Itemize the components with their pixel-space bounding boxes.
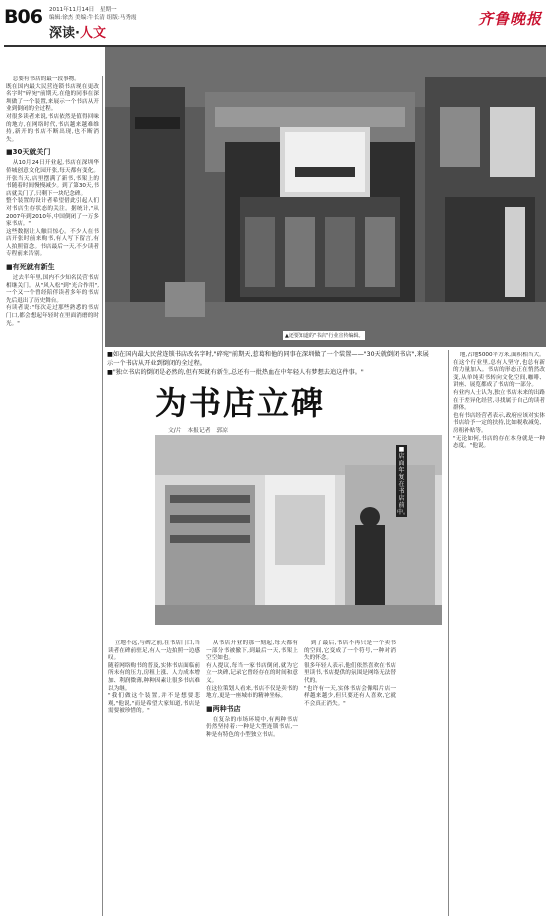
bookstore-storefront-photo [105, 47, 546, 347]
editor-credits: 编辑:徐杰 美编:牛长清 组版:马秀霞 [49, 15, 137, 21]
subheading-two-stores: ■两种书店 [206, 704, 241, 713]
column-divider [102, 76, 103, 916]
column-4 [304, 640, 396, 920]
subheading-rebirth: ■有死就有新生 [6, 263, 55, 272]
lead-caption: ■如在国内最大民营连锁书店改名字时,"碎宛"前期天,惹葛和他的同事在深圳做了一个装置——"30天就倒闭书店",来展示一个书店从开业到倒闭的全过程。 ■"独立书店的倒闭是必然的,但有死就有新生,总还有一批热血在中年轻人有梦想去追这件事。" [107, 351, 429, 376]
photo1-caption: ▲还要知道的"书店"行业宣传编辑。 [285, 333, 364, 339]
article-title: 为书店立碑 [155, 384, 326, 422]
byline: 文/片 本报记者 郭凉 [168, 428, 228, 434]
column-2 [108, 640, 200, 920]
page-number: B06 [4, 6, 42, 28]
body-paragraph: 在复杂的市场环境中,有两种书店仍然坚持着:一种是大型连锁书店,一种是有特色的小型独立书店。 [206, 716, 298, 738]
body-paragraph: 过去半年里,国内不少知名民营书店相继关门。从"风入松"到"光合作用",一个又一个曾经陪伴读者多年的书店先后退出了历史舞台。 有读者说:"每次走过那些熟悉的书店门口,都会想起年轻时在里面消磨的时光。" [6, 275, 99, 327]
body-paragraph: 地,占地5000平方米,面积相当大。 在这个行业里,总有人坚守,也总有新的力量加入。书店的形态正在悄然改变,从单纯卖书转向文化空间,咖啡、讲座、展览都成了书店的一部分。 有业内人士认为,独立书店未来的出路在于差异化经营,寻找属于自己的读者群体。 也有书店经营者表示,政府应该对实体书店给予一定的扶持,比如税收减免、房租补贴等。 "无论如何,书店的存在本身就是一种态度。"他说。 [453, 352, 545, 450]
body-paragraph: 到了最后,书店不再只是一个卖书的空间,它变成了一个符号,一种对消失的怀念。 很多年轻人表示,他们依然喜欢在书店里读书,书店提供的氛围是网络无法替代的。 "也许有一天,实体书店会像唱片店一样越来越少,但只要还有人喜欢,它就不会真正消失。" [304, 640, 396, 707]
storefront-illustration [105, 47, 546, 347]
section-title [49, 22, 106, 41]
intro-paragraph: 总要有书店的最一段事物。 既在国内最大民营连锁书店现在更改名字时"碎宛"前期天,在他的同事在深圳做了一个装置,来展示一个书店从开业到倒闭的全过程。 对很多读者来说,书店依然是值得回味的地方,在网络时代,书店越来越难维持,新开的书店不断出现,也不断消失。 [6, 76, 99, 143]
column-5 [453, 352, 545, 917]
section-prefix: 深读· [49, 26, 80, 41]
date-line [49, 6, 137, 22]
photo2-caption: ■ 店面年复在书店前中。 [397, 446, 410, 516]
masthead [0, 0, 550, 48]
subheading-30-days: ■30天就关门 [6, 148, 51, 157]
section-name: 人文 [79, 26, 106, 41]
column-1 [6, 76, 99, 916]
issue-date: 2011年11月14日 星期一 [49, 7, 117, 13]
column-divider [448, 350, 449, 916]
newspaper-logo: 齐鲁晚报 [477, 10, 542, 28]
body-paragraph: 从10月24日开业起,书店在深圳华侨城创意文化园开张,每天都有变化。开张当天,店里摆满了新书,书架上的书随着时间慢慢减少。到了第30天,书店就关门了,只剩下一块纪念碑。 整个装置的设计者希望借此引起人们对书店生存状态的关注。据统计,"从2007年到2010年,中国倒闭了一万多家书店。" 这些数据让人触目惊心。不少人在书店开张时前来购书,有人写下留言,有人拍照留念。书店最后一天,不少读者专程前来告别。 [6, 160, 99, 258]
body-paragraph: 从书店开业的那一刻起,每天都有一部分书被撤下,到最后一天,书架上空空如也。 有人提议,每当一家书店倒闭,就为它立一块碑,记录它曾经存在的时间和意义。 在这位策划人看来,书店不仅是卖书的地方,更是一座城市的精神坐标。 [206, 640, 298, 700]
body-paragraph: 立地不远,与碑之前,在书店门口,当读者在碑前驻足,有人一边拍照一边感叹。 随着网络购书的普及,实体书店面临前所未有的压力,房租上涨、人力成本增加、利润微薄,种种因素让很多书店难以为继。 "我们做这个装置,并不是想要悲观,"他说,"而是希望大家知道,书店是需要被珍惜的。" [108, 640, 200, 715]
column-3 [206, 640, 298, 920]
